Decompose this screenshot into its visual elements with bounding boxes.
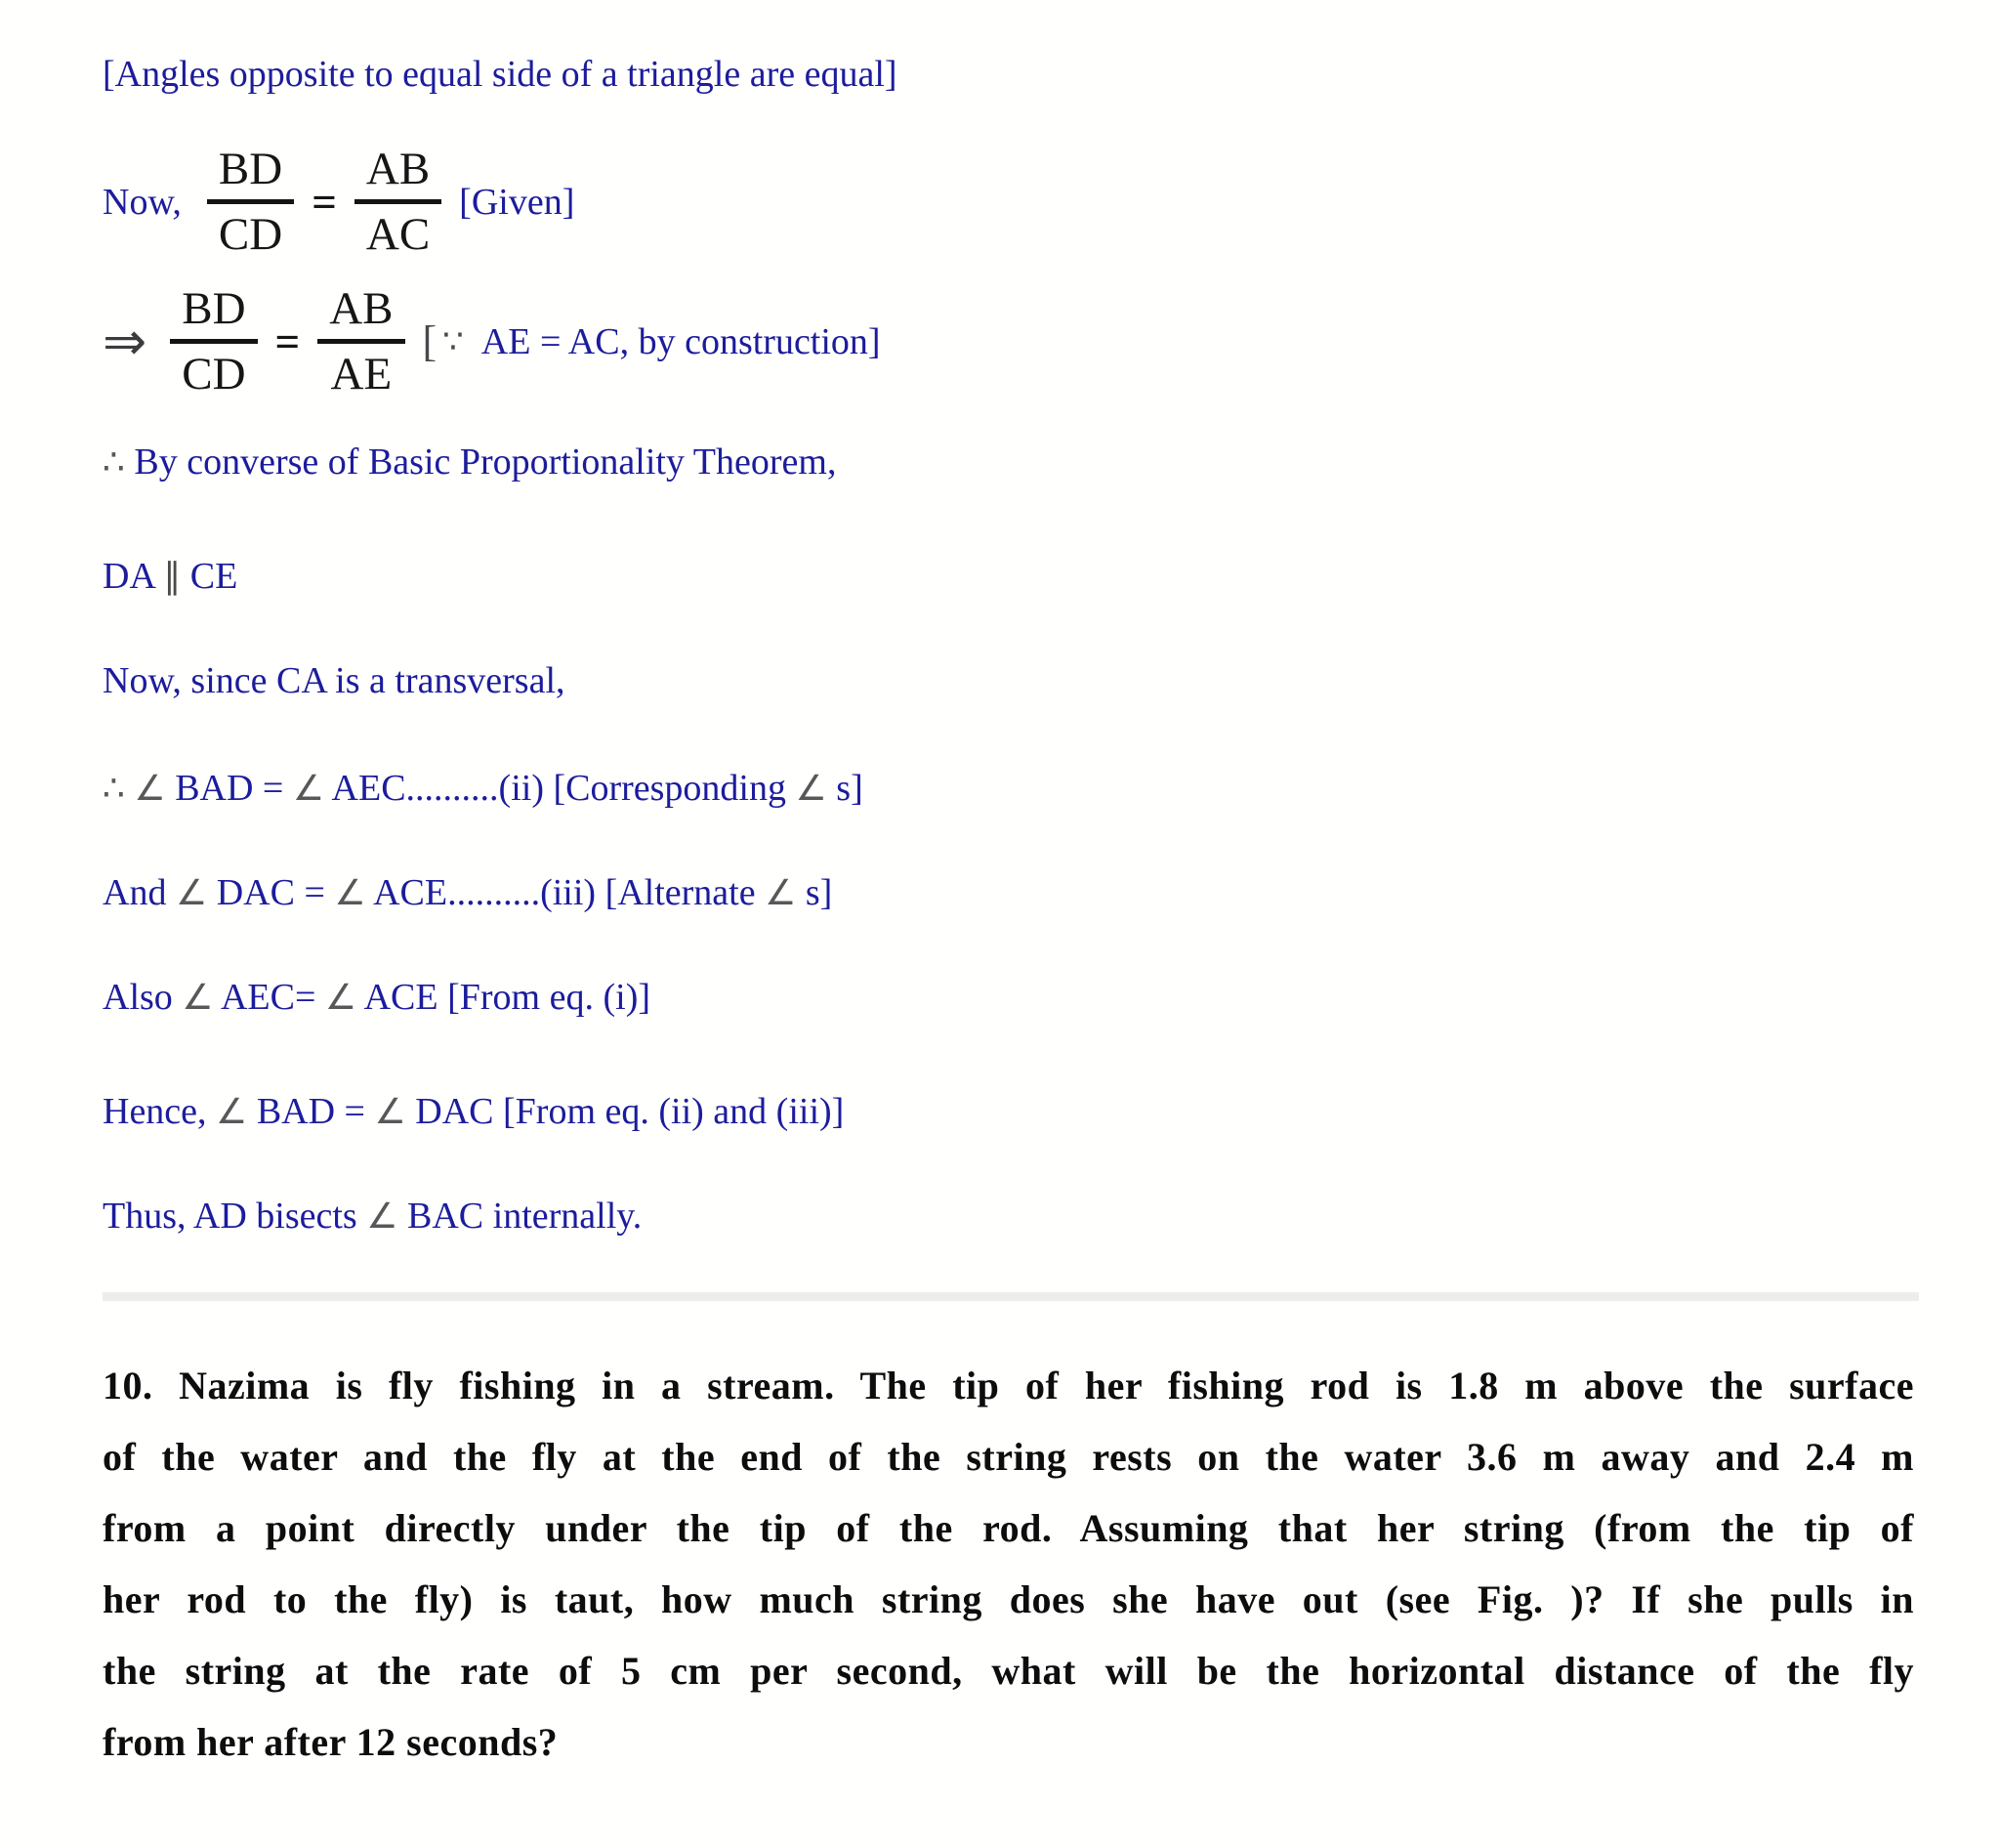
fraction-ab-ae: $\frac{AB}{AE}$ bbox=[317, 283, 404, 399]
proof-text: Also bbox=[103, 976, 173, 1018]
proof-text: CE bbox=[189, 555, 238, 597]
proof-line-parallel bbox=[103, 554, 1914, 600]
question-line: her rod to the fly) is taut, how much string does she have out (see Fig. )? If she pulls in bbox=[103, 1576, 1914, 1621]
angle-icon: ∠ bbox=[366, 1196, 398, 1237]
angle-icon: ∠ bbox=[182, 977, 214, 1018]
equation-prefix: Now, bbox=[103, 181, 182, 223]
proof-text: [Angles opposite to equal side of a triangle are equal] bbox=[103, 54, 897, 95]
equals-sign: = bbox=[274, 316, 301, 366]
proof-text: ACE [From eq. (i)] bbox=[363, 976, 650, 1018]
angle-icon: ∠ bbox=[216, 1091, 248, 1132]
equation-annotation: AE = AC, by construction] bbox=[480, 320, 881, 362]
proof-text: s] bbox=[836, 767, 863, 809]
proof-text: s] bbox=[805, 871, 833, 913]
proof-line-corresponding bbox=[103, 766, 1914, 812]
proof-line-conclusion bbox=[103, 1194, 1914, 1239]
proof-text: DAC [From eq. (ii) and (iii)] bbox=[415, 1090, 845, 1132]
parallel-icon: ∥ bbox=[163, 556, 182, 597]
section-divider bbox=[103, 1292, 1919, 1301]
proof-line-angles-note bbox=[103, 52, 1914, 97]
proof-text: DAC = bbox=[216, 871, 325, 913]
angle-icon: ∠ bbox=[795, 768, 827, 809]
proof-line-also bbox=[103, 975, 1914, 1021]
proof-text: AEC= bbox=[220, 976, 316, 1018]
angle-icon: ∠ bbox=[324, 977, 357, 1018]
proof-text: AEC..........(ii) [Corresponding bbox=[331, 767, 786, 809]
proof-line-hence bbox=[103, 1089, 1914, 1135]
angle-icon: ∠ bbox=[292, 768, 325, 809]
question-line: from her after 12 seconds? bbox=[103, 1719, 559, 1764]
proof-line-converse bbox=[103, 440, 1914, 485]
proof-text: Hence, bbox=[103, 1090, 207, 1132]
therefore-icon: ∴ bbox=[103, 441, 125, 483]
angle-icon: ∠ bbox=[334, 872, 366, 913]
question-line: 10. Nazima is fly fishing in a stream. The tip of her fishing rod is 1.8 m above the surface bbox=[103, 1363, 1914, 1407]
because-icon: ∵ bbox=[442, 321, 464, 361]
angle-icon: ∠ bbox=[374, 1091, 406, 1132]
fraction-bd-cd: $\frac{BD}{CD}$ bbox=[170, 283, 257, 399]
equation-given bbox=[103, 144, 1914, 260]
question-line: of the water and the fly at the end of the string rests on the water 3.6 m away and 2.4 m bbox=[103, 1434, 1914, 1479]
angle-icon: ∠ bbox=[134, 768, 166, 809]
open-bracket: [ bbox=[422, 317, 438, 366]
fraction-ab-ac: $\frac{AB}{AC}$ bbox=[354, 144, 441, 260]
angle-icon: ∠ bbox=[765, 872, 797, 913]
proof-text: BAD = bbox=[175, 767, 284, 809]
proof-line-alternate bbox=[103, 870, 1914, 916]
proof-text: By converse of Basic Proportionality Theorem, bbox=[134, 441, 837, 483]
equation-construction bbox=[103, 283, 1914, 399]
proof-text: BAD = bbox=[256, 1090, 365, 1132]
proof-text: DA bbox=[103, 555, 154, 597]
fraction-bd-cd: $\frac{BD}{CD}$ bbox=[207, 144, 294, 260]
equals-sign: = bbox=[312, 177, 337, 227]
proof-section bbox=[103, 52, 1914, 1239]
proof-text: And bbox=[103, 871, 167, 913]
angle-icon: ∠ bbox=[175, 872, 208, 913]
question-10-paragraph bbox=[103, 1350, 1914, 1778]
proof-text: Now, since CA is a transversal, bbox=[103, 659, 565, 701]
proof-text: Thus, AD bisects bbox=[103, 1195, 357, 1237]
implies-icon: ⇒ bbox=[103, 311, 147, 373]
proof-line-transversal bbox=[103, 658, 1914, 703]
equation-annotation: [Given] bbox=[459, 181, 575, 223]
proof-text: ACE..........(iii) [Alternate bbox=[373, 871, 756, 913]
therefore-icon: ∴ bbox=[103, 768, 125, 809]
question-line: the string at the rate of 5 cm per second, what will be the horizontal distance of the fly bbox=[103, 1648, 1914, 1693]
proof-text: BAC internally. bbox=[407, 1195, 643, 1237]
question-line: from a point directly under the tip of the rod. Assuming that her string (from the tip of bbox=[103, 1505, 1914, 1550]
